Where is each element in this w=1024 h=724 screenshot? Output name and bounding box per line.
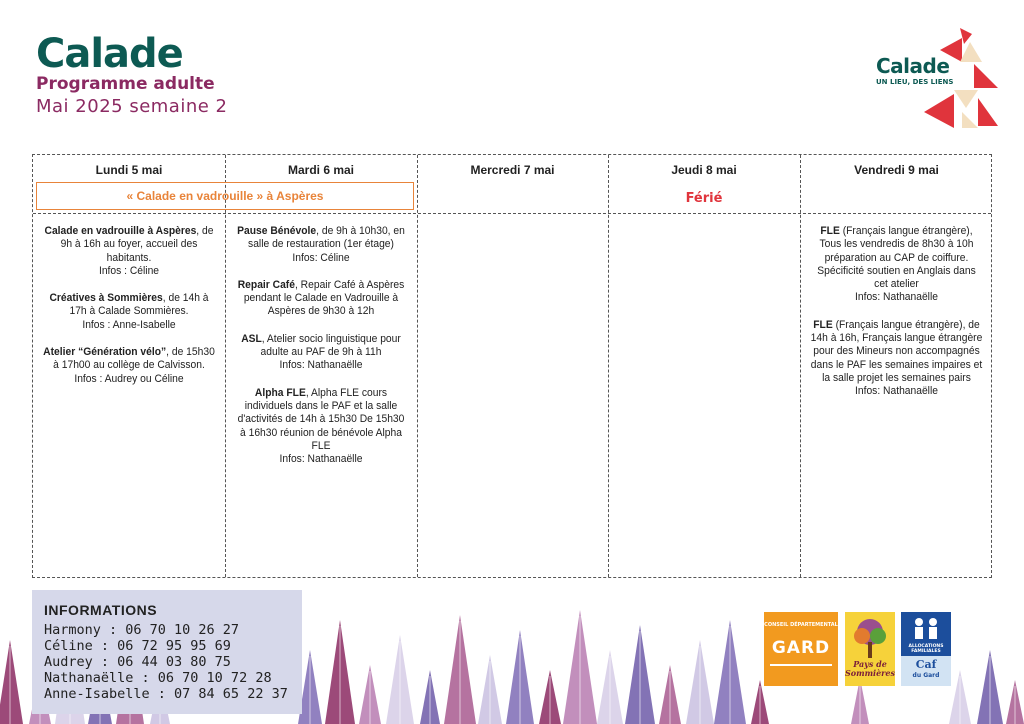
logo-tagline: UN LIEU, DES LIENS	[876, 78, 954, 86]
informations-title: INFORMATIONS	[44, 602, 158, 618]
column-divider	[417, 155, 418, 577]
tree-shape	[0, 640, 23, 724]
caf-subtitle: du Gard	[912, 672, 940, 679]
gard-logo	[764, 612, 838, 686]
caf-name: Caf	[915, 658, 937, 671]
caf-logo	[901, 612, 951, 686]
caf-caption: ALLOCATIONS FAMILIALES	[908, 644, 944, 654]
gard-logo-name: GARD	[771, 638, 831, 658]
day-header-thursday: Jeudi 8 mai	[671, 163, 737, 177]
pays-de-sommieres-text: Pays de Sommières	[845, 659, 895, 678]
event-item: Créatives à Sommières, de 14h à 17h à Calade Sommières. Infos : Anne-Isabelle	[49, 292, 209, 331]
event-item: FLE (Français langue étrangère), Tous les vendredis de 8h30 à 10h préparation au CAP de coiffure. Spécificité soutien en Anglais dans cet atelier Infos: Nathanaëlle	[817, 225, 976, 304]
page-subtitle: Programme adulte	[36, 74, 215, 94]
header-divider	[33, 213, 991, 214]
event-item: ASL, Atelier socio linguistique pour adulte au PAF de 9h à 11h Infos: Nathanaëlle	[241, 332, 401, 372]
event-item: FLE (Français langue étrangère), de 14h à 16h, Français langue étrangère pour des Mineurs non accompagnés dans le PAF les semaines impaires et la salle projet les semaines pairs Infos: Nathanaëlle	[810, 318, 983, 398]
tuesday-events	[235, 225, 408, 480]
event-item: Atelier “Génération vélo”, de 15h30 à 17h00 au collège de Calvisson. Infos : Audrey ou Céline	[43, 346, 215, 385]
column-divider	[800, 155, 801, 577]
pays-de-sommieres-logo	[845, 612, 895, 686]
contact-line: Harmony : 06 70 10 26 27	[44, 622, 240, 638]
bridge-icon	[770, 664, 832, 678]
vadrouille-banner: « Calade en vadrouille » à Aspères	[36, 182, 414, 210]
gard-logo-caption: CONSEIL DÉPARTEMENTAL	[764, 622, 838, 628]
event-item: Alpha FLE, Alpha FLE cours individuels dans le PAF et la salle d'activités de 14h à 15h30 De 15h30 à 16h30 réunion de bénévole Alpha FLE Infos: Nathanaëlle	[237, 386, 405, 466]
column-divider	[225, 155, 226, 577]
family-icon	[901, 614, 951, 644]
event-item: Calade en vadrouille à Aspères, de 9h à 16h au foyer, accueil des habitants. Infos : Céline	[44, 225, 214, 277]
day-header-monday: Lundi 5 mai	[95, 163, 163, 177]
contact-line: Anne-Isabelle : 07 84 65 22 37	[44, 686, 288, 702]
monday-events	[43, 225, 216, 400]
weekly-calendar	[32, 154, 992, 578]
logo-name: Calade	[876, 54, 950, 78]
contact-line: Céline : 06 72 95 95 69	[44, 638, 231, 654]
calade-logo	[870, 28, 1000, 128]
day-header-friday: Vendredi 9 mai	[854, 163, 939, 177]
tree-icon	[845, 616, 895, 660]
contact-line: Audrey : 06 44 03 80 75	[44, 654, 231, 670]
column-divider	[608, 155, 609, 577]
day-header-tuesday: Mardi 6 mai	[287, 163, 355, 177]
contact-list	[44, 622, 288, 702]
event-item: Repair Café, Repair Café à Aspères pendant le Calade en Vadrouille à Aspères de 9h30 à 12h	[237, 278, 405, 318]
friday-events	[810, 225, 984, 413]
informations-box	[32, 590, 302, 714]
contact-line: Nathanaëlle : 06 70 10 72 28	[44, 670, 272, 686]
event-item: Pause Bénévole, de 9h à 10h30, en salle de restauration (1er étage) Infos: Céline	[237, 225, 405, 264]
holiday-label: Férié	[685, 191, 723, 206]
day-header-wednesday: Mercredi 7 mai	[470, 163, 555, 177]
week-label: Mai 2025 semaine 2	[36, 96, 228, 117]
page-title: Calade	[36, 31, 183, 77]
